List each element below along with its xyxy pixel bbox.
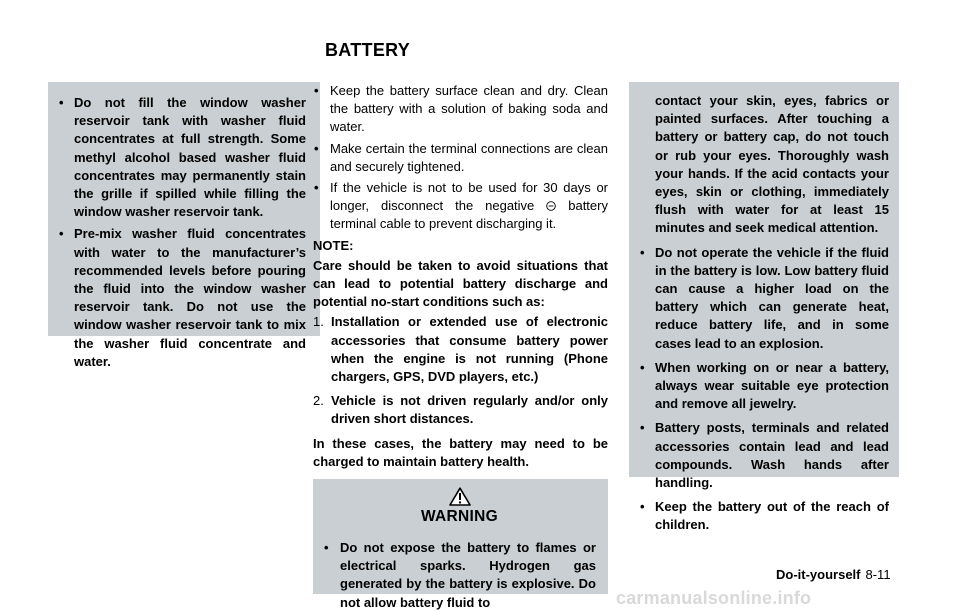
closing-text: In these cases, the battery may need to be charged to maintain battery health. [313, 435, 608, 469]
footer-section-name: Do-it-yourself [776, 567, 861, 582]
warning-item: • When working on or near a battery, always wear suitable eye protection and remove all jewelry. [639, 359, 889, 414]
warning-label: WARNING [420, 508, 498, 526]
battery-maintenance-column [313, 82, 608, 610]
maintenance-item: • Keep the battery surface clean and dry. Clean the battery with a solution of baking soda and water. [313, 82, 608, 137]
page-footer [776, 567, 891, 582]
discharge-conditions-list [313, 313, 608, 428]
caution-item: • Do not fill the window washer reservoir tank with washer fluid concentrates at full strength. Some methyl alcohol based washer fluid concentrates may permanently stain the grille if spilled while filling the window washer reservoir tank. [58, 94, 306, 221]
warning-item: • Battery posts, terminals and related accessories contain lead and lead compounds. Wash hands after handling. [639, 419, 889, 492]
maintenance-item: • Make certain the terminal connections are clean and securely tightened. [313, 140, 608, 176]
warning-continuation-text: contact your skin, eyes, fabrics or painted surfaces. After touching a battery or battery cap, do not touch or rub your eyes. Thoroughly wash your hands. If the acid contacts your eyes, skin or clothing, immediately flush with water for at least 15 minutes and seek medical attention. [655, 93, 889, 236]
warning-item: • Do not operate the vehicle if the fluid in the battery is low. Low battery fluid can cause a higher load on the battery which can generate heat, reduce battery life, and in some cases lead to an explosion. [639, 244, 889, 353]
warning-triangle-icon [449, 487, 471, 506]
condition-number: 1. [313, 314, 324, 330]
warning-item: • Do not expose the battery to flames or electrical sparks. Hydrogen gas generated by the battery is explosive. Do not allow battery fluid to [323, 539, 596, 612]
caution-list [58, 94, 306, 371]
watermark-text: carmanualsonline.info [616, 588, 812, 608]
condition-number: 2. [313, 393, 324, 409]
caution-item: • Pre-mix washer fluid concentrates with water to the manufacturer’s recommended levels before pouring the fluid into the window washer reservoir tank. Do not use the window washer reservoir tank to mix the washer fluid concentrate and water. [58, 225, 306, 371]
note-text: Care should be taken to avoid situations that can lead to potential battery discharge and potential no-start conditions such as: [313, 257, 608, 310]
page-number: 8-11 [865, 567, 891, 582]
condition-item [313, 313, 608, 386]
maintenance-item-text-end: battery terminal cable to prevent discharging it. [330, 198, 608, 232]
warning-item: • Keep the battery out of the reach of children. [639, 498, 889, 534]
maintenance-item [313, 179, 608, 234]
condition-text: Installation or extended use of electronic accessories that consume battery power when the engine is not running (Phone chargers, GPS, DVD players, etc.) [331, 314, 608, 385]
section-title: BATTERY [325, 40, 411, 60]
warning-list [323, 539, 596, 612]
warning-box [313, 479, 608, 610]
warning-continuation-box [629, 82, 899, 533]
condition-item [313, 392, 608, 428]
warning-list-continued [639, 244, 889, 535]
maintenance-list [313, 82, 608, 234]
warning-header [323, 479, 596, 529]
condition-text: Vehicle is not driven regularly and/or only driven short distances. [331, 393, 608, 427]
negative-terminal-icon [546, 201, 556, 211]
maintenance-item-text-start: If the vehicle is not to be used for 30 days or longer, disconnect the negative [330, 180, 608, 214]
note-label: NOTE: [313, 237, 354, 253]
washer-fluid-caution-box [48, 82, 320, 369]
